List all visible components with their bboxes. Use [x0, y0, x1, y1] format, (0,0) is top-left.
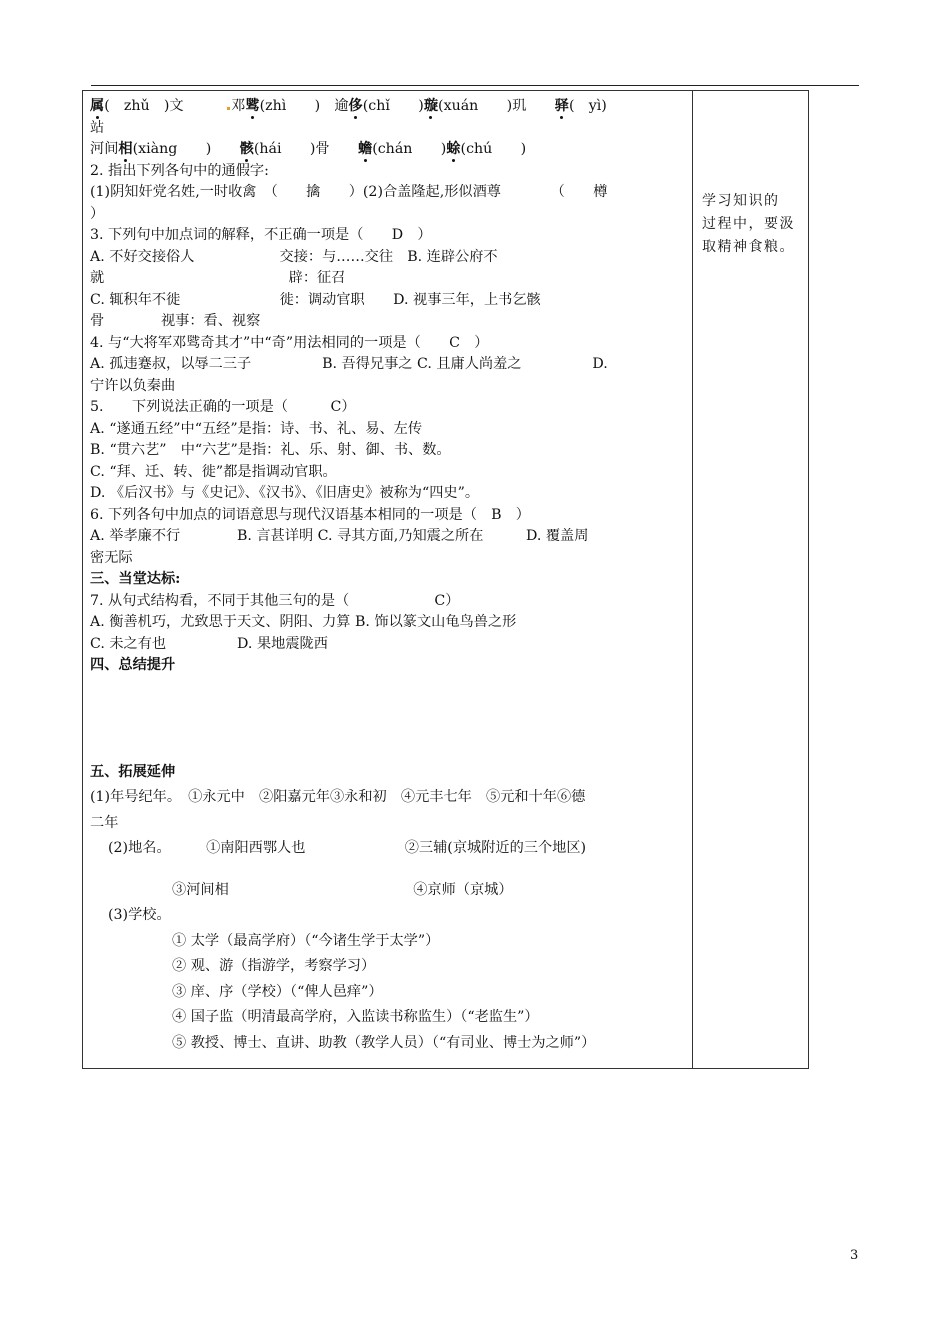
text-line: 2. 指出下列各句中的通假字: — [90, 162, 269, 179]
text-line: 5. 下列说法正确的一项是（ C） — [90, 399, 356, 415]
pronunciation-line-2: 河间相(xiàng ) 骸(hái )骨 蟾(chán )蜍(chú ) — [90, 141, 527, 157]
text-line: 宁许以负秦曲 — [90, 377, 176, 394]
text-line: 4. 与“大将军邓骘奇其才”中“奇”用法相同的一项是（ C ） — [90, 334, 489, 351]
main-content — [90, 96, 686, 1054]
text-line: 骨 视事：看、视察 — [90, 313, 261, 329]
section-heading: 四、总结提升 — [90, 657, 176, 673]
page-number: 3 — [850, 1248, 859, 1263]
text-line: 3. 下列句中加点词的解释，不正确一项是（ D ） — [90, 227, 432, 243]
text-line: 二年 — [90, 814, 119, 831]
text-line: ② 观、游（指游学，考察学习） — [172, 958, 376, 974]
text-line: C. “拜、迁、转、徙”都是指调动官职。 — [90, 463, 337, 480]
column-divider — [692, 90, 693, 1069]
text-line: (1)阴知奸党名姓,一时收禽 （ 擒 ）(2)合盖隆起,形似酒尊 （ 樽 — [90, 184, 608, 200]
text-line: 7. 从句式结构看，不同于其他三句的是（ C） — [90, 592, 460, 609]
header-rule — [91, 85, 859, 86]
section-heading: 五、拓展延伸 — [90, 763, 176, 780]
text-line: B. “贯六艺” 中“六艺”是指：礼、乐、射、御、书、数。 — [90, 442, 451, 458]
text-line: A. 举孝廉不行 B. 言甚详明 C. 寻其方面,乃知震之所在 D. 覆盖周 — [90, 528, 589, 544]
side-note-line: 过程中，要汲 — [702, 216, 795, 232]
text-line: ④ 国子监（明清最高学府，入监读书称监生）（“老监生”） — [172, 1009, 539, 1025]
text-line: D. 《后汉书》与《史记》、《汉书》、《旧唐史》被称为“四史”。 — [90, 485, 480, 501]
blank-space — [90, 677, 686, 762]
side-note-line: 取精神食粮。 — [702, 239, 795, 255]
text-line: ） — [90, 205, 105, 222]
pronunciation-line-1: 属( zhǔ )文 邓骘(zhì ) 逾侈(chǐ )璇(xuán )玑 驿( yì) — [90, 98, 607, 114]
text-line: A. 不好交接俗人 交接：与……交往 B. 连辟公府不 — [90, 248, 498, 265]
text-line: (2)地名。 ①南阳西鄂人也 ②三辅(京城附近的三个地区) — [108, 840, 587, 856]
text-line: C. 未之有也 D. 果地震陇西 — [90, 635, 328, 652]
text-line: (1)年号纪年。 ①永元中 ②阳嘉元年③永和初 ④元丰七年 ⑤元和十年⑥德 — [90, 789, 586, 805]
text-line: 站 — [90, 119, 105, 136]
side-note — [702, 190, 800, 259]
section-heading: 三、当堂达标: — [90, 571, 181, 587]
text-line: 6. 下列各句中加点的词语意思与现代汉语基本相同的一项是（ B ） — [90, 506, 530, 523]
text-line: C. 辄积年不徙 徙：调动官职 D. 视事三年，上书乞骸 — [90, 291, 541, 308]
text-line: A. 孤违蹇叔，以辱二三子 B. 吾得兄事之 C. 且庸人尚羞之 D. — [90, 356, 608, 372]
text-line: (3)学校。 — [108, 907, 171, 923]
text-line: ③河间相 ④京师（京城） — [172, 881, 513, 898]
side-note-line: 学习知识的 — [702, 193, 780, 209]
text-line: ③ 庠、序（学校）（“俾人邑痒”） — [172, 983, 383, 1000]
text-line: A. “遂通五经”中“五经”是指：诗、书、礼、易、左传 — [90, 420, 423, 437]
text-line: A. 衡善机巧，尤致思于天文、阴阳、力算 B. 饰以篆文山龟鸟兽之形 — [90, 614, 517, 630]
text-line: 就 辟：征召 — [90, 270, 346, 286]
text-line: ⑤ 教授、博士、直讲、助教（教学人员）（“有司业、博士为之师”） — [172, 1034, 596, 1051]
text-line: 密无际 — [90, 549, 133, 566]
text-line: ① 太学（最高学府）（“今诸生学于太学”） — [172, 932, 440, 949]
